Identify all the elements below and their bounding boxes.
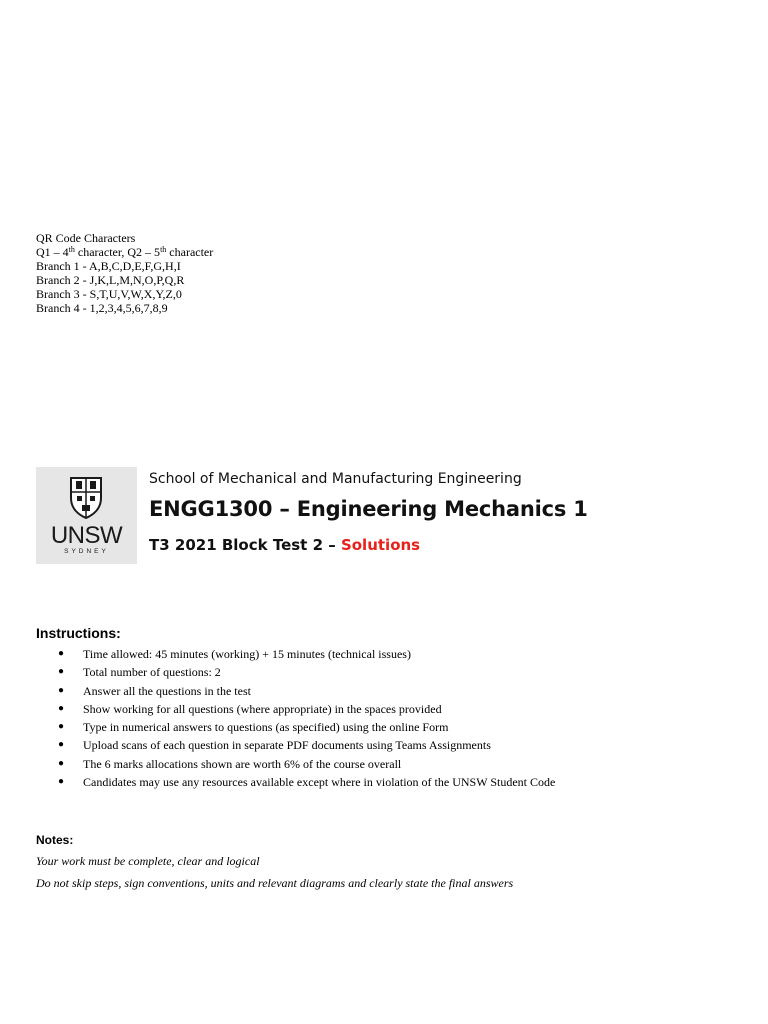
bullet-icon: ● [58, 666, 65, 678]
qr-branch-4: Branch 4 - 1,2,3,4,5,6,7,8,9 [36, 301, 168, 315]
bullet-icon: ● [58, 739, 65, 751]
test-title-prefix: T3 2021 Block Test 2 – [149, 536, 341, 554]
bullet-icon: ● [58, 684, 65, 696]
unsw-logo [36, 467, 137, 564]
school-name: School of Mechanical and Manufacturing Engineering [149, 471, 522, 487]
bullet-icon: ● [58, 721, 65, 733]
bullet-icon: ● [58, 776, 65, 788]
bullet-icon: ● [58, 648, 65, 659]
solutions-label: Solutions [340, 536, 421, 554]
unsw-crest-icon [67, 476, 105, 520]
bullet-icon: ● [58, 702, 65, 714]
qr-branch-3: Branch 3 - S,T,U,V,W,X,Y,Z,0 [36, 287, 182, 301]
bullet-icon: ● [58, 757, 65, 769]
course-title: ENGG1300 – Engineering Mechanics 1 [149, 497, 588, 521]
qr-code-info [36, 231, 213, 315]
logo-subtext: SYDNEY [64, 548, 109, 555]
note-line-1: Your work must be complete, clear and logical [36, 854, 260, 868]
logo-wordmark: UNSW [50, 522, 123, 549]
qr-title: QR Code Characters [36, 231, 136, 245]
note-line-2: Do not skip steps, sign conventions, units and relevant diagrams and clearly state the final answers [36, 876, 514, 890]
qr-question-line: Q1 – 4th character, Q2 – 5th character [36, 245, 214, 259]
notes-heading: Notes: [36, 833, 74, 847]
document-header [36, 467, 636, 564]
instructions-heading: Instructions: [36, 625, 121, 641]
test-title [149, 536, 420, 554]
qr-branch-2: Branch 2 - J,K,L,M,N,O,P,Q,R [36, 273, 185, 287]
qr-branch-1: Branch 1 - A,B,C,D,E,F,G,H,I [36, 259, 181, 273]
